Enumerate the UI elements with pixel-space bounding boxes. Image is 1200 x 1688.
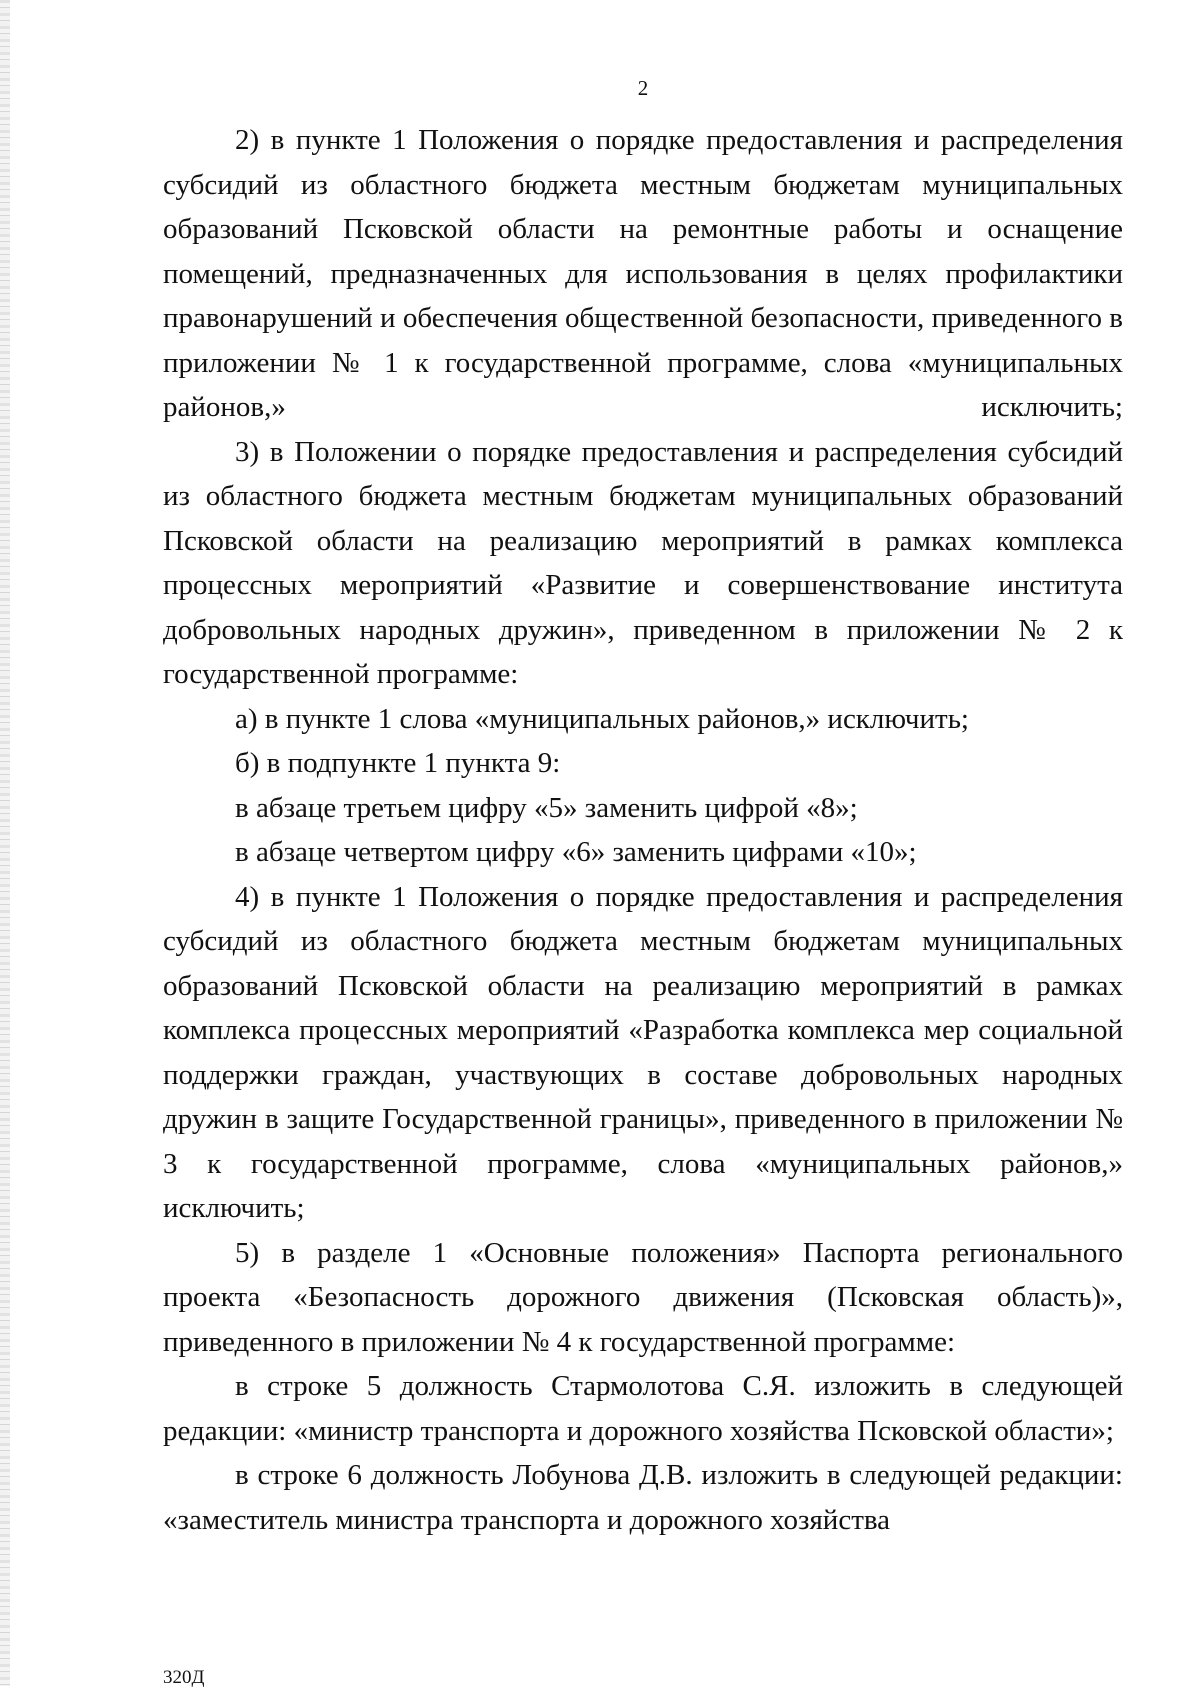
page-number: 2: [637, 76, 649, 100]
subitem-b: б) в подпункте 1 пункта 9:: [235, 747, 561, 779]
paragraph-item-5-line-5: в строке 5 должность Стармолотова С.Я. изложить в следующей редакции: «министр транспорта и дорожного хозяйства Псковской области»;: [163, 1370, 1123, 1447]
subitem-b-line-1: в абзаце третьем цифру «5» заменить цифрой «8»;: [235, 791, 858, 824]
paragraph-item-5-line-6: в строке 6 должность Лобунова Д.В. изложить в следующей редакции: «заместитель министра транспорта и дорожного хозяйства: [163, 1459, 1123, 1536]
paragraph-item-2: 2) в пункте 1 Положения о порядке предоставления и распределения субсидий из областного бюджета местным бюджетам муниципальных образований Псковской области на ремонтные работы и оснащение помещений, предназначенных для использования в целях профилактики правонарушений и обеспечения общественной безопасности, приведенного в приложении № 1 к государственной программе, слова «муниципальных районов,» исключить;: [163, 124, 1123, 423]
paragraph-item-5: 5) в разделе 1 «Основные положения» Паспорта регионального проекта «Безопасность дорожного движения (Псковская область)», приведенного в приложении № 4 к государственной программе:: [163, 1236, 1123, 1358]
paragraph-item-3: 3) в Положении о порядке предоставления и распределения субсидий из областного бюджета местным бюджетам муниципальных образований Псковской области на реализацию мероприятий в рамках комплекса процессных мероприятий «Развитие и совершенствование института добровольных народных дружин», приведенном в приложении № 2 к государственной программе:: [163, 435, 1123, 690]
document-body: [163, 118, 1123, 1542]
scan-edge-artifact: [0, 0, 10, 1686]
document-code: 320Д: [163, 1667, 205, 1688]
document-page: [163, 0, 1123, 1686]
paragraph-item-4: 4) в пункте 1 Положения о порядке предоставления и распределения субсидий из областного бюджета местным бюджетам муниципальных образований Псковской области на реализацию мероприятий в рамках комплекса процессных мероприятий «Разработка комплекса мер социальной поддержки граждан, участвующих в составе добровольных народных дружин в защите Государственной границы», приведенного в приложении № 3 к государственной программе, слова «муниципальных районов,» исключить;: [163, 880, 1123, 1224]
subitem-a: а) в пункте 1 слова «муниципальных районов,» исключить;: [235, 702, 969, 735]
subitem-b-line-2: в абзаце четвертом цифру «6» заменить цифрами «10»;: [235, 836, 917, 868]
